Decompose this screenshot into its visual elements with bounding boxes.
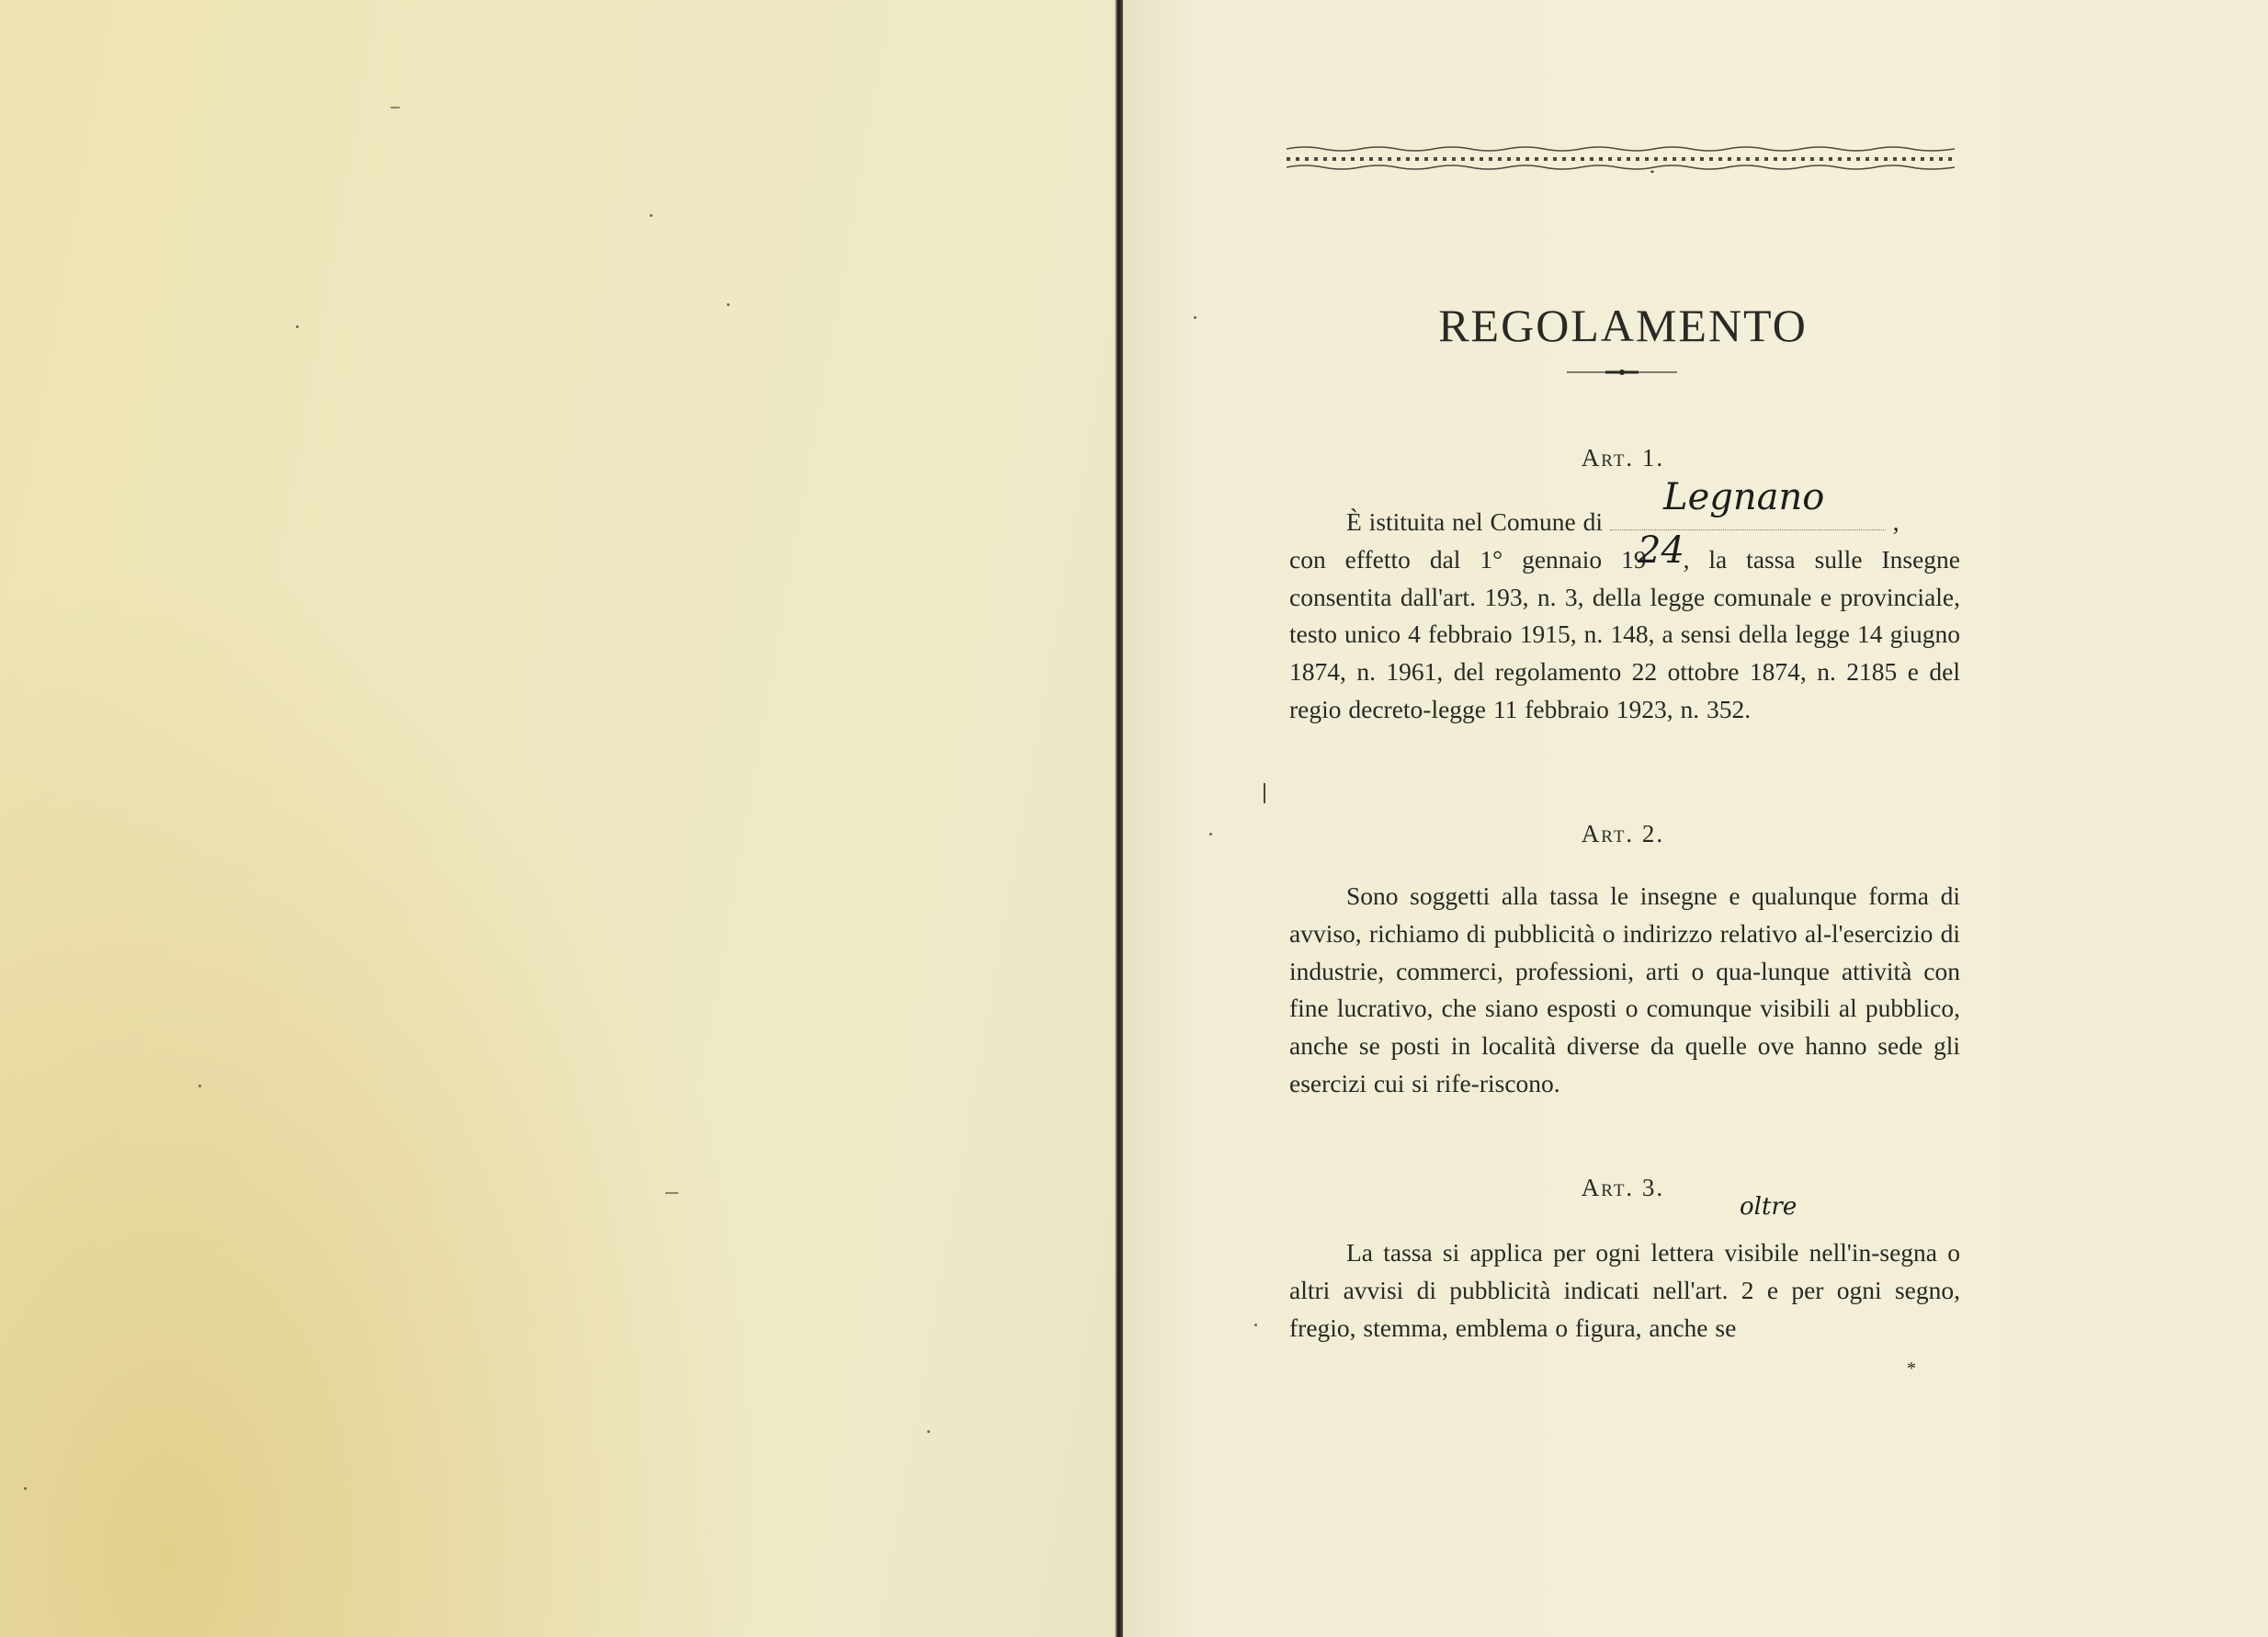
- paper-mark: [1264, 783, 1265, 803]
- article-1-rest: , la tassa sulle Insegne consentita dall'art. 193, n. 3, della legge comunale e provinciale, testo unico 4 febbraio 1915, n. 148, a sensi della legge 14 giugno 1874, n. 1961, del regolamento 22 ottobre 1874, n. 2185 e del regio decreto-legge 11 febbraio 1923, n. 352.: [1289, 544, 1960, 723]
- article-1-heading: Art. 1.: [1581, 444, 1665, 472]
- article-2-body: [1289, 878, 1960, 1103]
- paper-speck: [727, 303, 730, 306]
- article-1-body: [1289, 504, 1960, 729]
- page-title: REGOLAMENTO: [1438, 300, 1808, 351]
- paper-speck: [296, 325, 299, 328]
- article-1-line-1: È istituita nel Comune di: [1346, 507, 1603, 536]
- handwritten-margin-note: oltre: [1740, 1193, 1797, 1221]
- handwritten-comune-name: Legnano: [1663, 476, 1825, 518]
- paper-speck: [1194, 316, 1196, 319]
- left-blank-page: [0, 0, 1119, 1637]
- footnote-asterisk: *: [1907, 1358, 1916, 1379]
- paper-speck: [24, 1487, 27, 1490]
- paper-speck: [1254, 1324, 1257, 1326]
- paper-speck: [650, 214, 652, 217]
- article-3-body: [1289, 1234, 1960, 1347]
- paper-mark: [391, 107, 400, 108]
- article-1-line-2: con effetto dal 1° gennaio 19: [1289, 544, 1647, 574]
- article-3-heading: Art. 3.: [1581, 1174, 1665, 1201]
- article-3-text: La tassa si applica per ogni lettera visibile nell'in-segna o altri avvisi di pubblicità indicati nell'art. 2 e per ogni segno, fregio, stemma, emblema o figura, anche se: [1289, 1238, 1960, 1342]
- article-2-text: Sono soggetti alla tassa le insegne e qualunque forma di avviso, richiamo di pubblicità o indirizzo relativo al-l'esercizio di industrie, commerci, professioni, arti o qua-lunque attività con fine lucrativo, che siano esposti o comunque visibili al pubblico, anche se posti in località diverse da quelle ove hanno sede gli esercizi cui si rife-riscono.: [1289, 881, 1960, 1097]
- right-page: [1123, 0, 2268, 1637]
- paper-mark: [665, 1192, 678, 1194]
- ornamental-header-band: [1287, 145, 1955, 173]
- paper-speck: [198, 1085, 201, 1087]
- handwritten-year: 24: [1638, 529, 1684, 572]
- paper-speck: [1209, 833, 1212, 836]
- article-2-heading: Art. 2.: [1581, 820, 1665, 847]
- paper-speck: [927, 1430, 930, 1433]
- article-1-comma: ,: [1892, 507, 1899, 536]
- title-rule-ornament: [1567, 369, 1677, 376]
- book-gutter: [1115, 0, 1123, 1637]
